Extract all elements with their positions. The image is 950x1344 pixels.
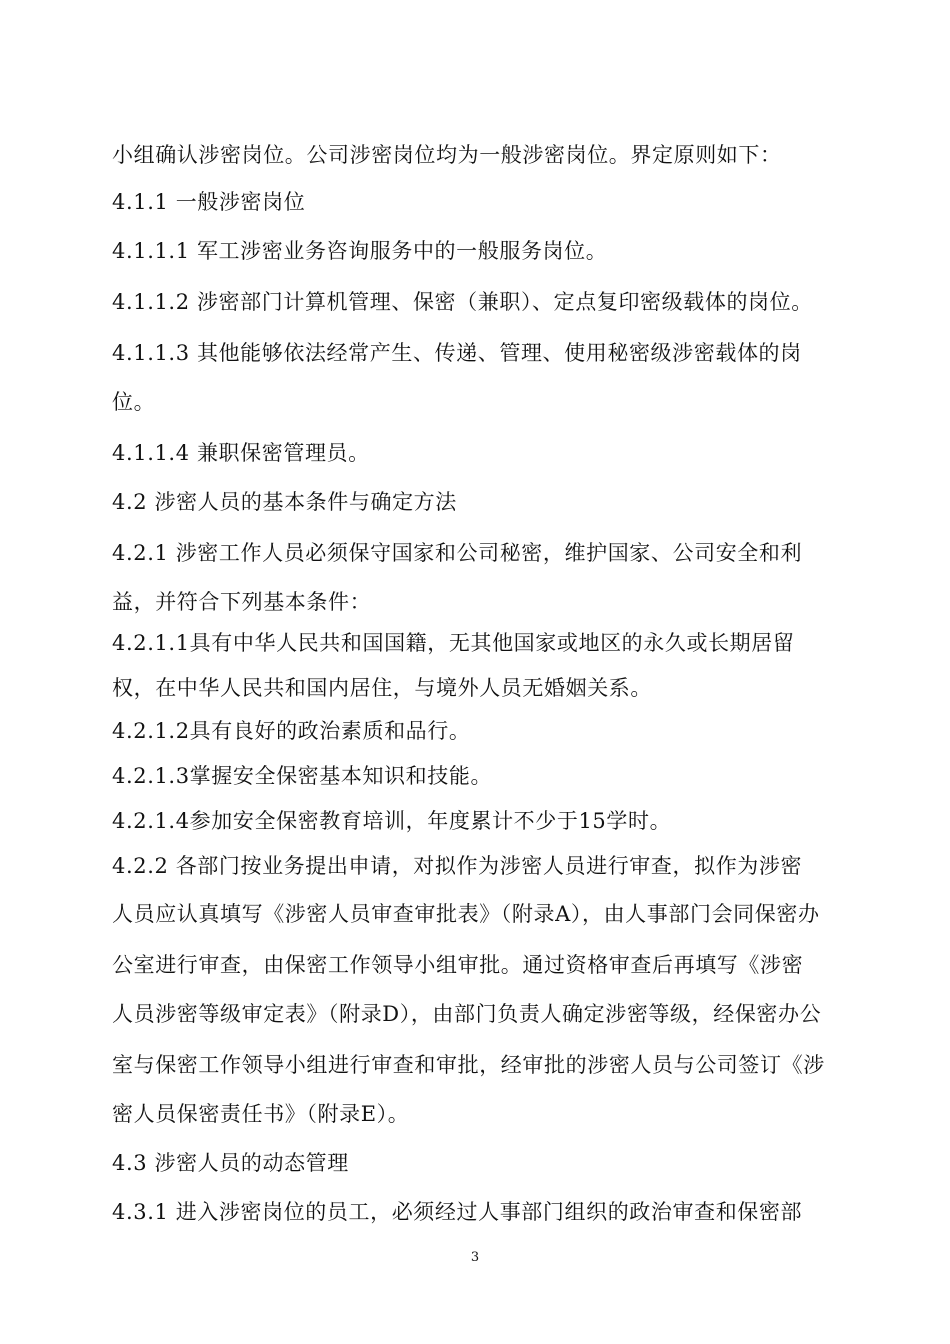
text-line: 4.2.1.2具有良好的政治素质和品行。: [112, 719, 471, 743]
text-line: 密人员保密责任书》（附录E）。: [112, 1102, 410, 1126]
section-heading: 4.3 涉密人员的动态管理: [112, 1151, 349, 1175]
section-heading: 4.1.1 一般涉密岗位: [112, 190, 306, 214]
text-line: 室与保密工作领导小组进行审查和审批，经审批的涉密人员与公司签订《涉: [112, 1053, 825, 1077]
text-line: 4.1.1.4 兼职保密管理员。: [112, 441, 370, 465]
text-line: 4.2.2 各部门按业务提出申请，对拟作为涉密人员进行审查，拟作为涉密: [112, 854, 803, 878]
text-line: 公室进行审查，由保密工作领导小组审批。通过资格审查后再填写《涉密: [112, 953, 804, 977]
text-line: 4.1.1.1 军工涉密业务咨询服务中的一般服务岗位。: [112, 239, 608, 263]
text-line: 4.1.1.2 涉密部门计算机管理、保密（兼职）、定点复印密级载体的岗位。: [112, 290, 813, 314]
text-line: 4.2.1.3掌握安全保密基本知识和技能。: [112, 764, 493, 788]
text-line: 人员应认真填写《涉密人员审查审批表》（附录A），由人事部门会同保密办: [112, 902, 820, 926]
page-number: 3: [470, 1250, 480, 1265]
text-line: 4.2.1.1具有中华人民共和国国籍，无其他国家或地区的永久或长期居留: [112, 631, 795, 655]
text-line: 4.1.1.3 其他能够依法经常产生、传递、管理、使用秘密级涉密载体的岗: [112, 341, 802, 365]
text-line: 权，在中华人民共和国内居住，与境外人员无婚姻关系。: [112, 676, 652, 700]
text-line: 4.3.1 进入涉密岗位的员工，必须经过人事部门组织的政治审查和保密部: [112, 1200, 803, 1224]
section-heading: 4.2 涉密人员的基本条件与确定方法: [112, 490, 457, 514]
text-line: 4.2.1 涉密工作人员必须保守国家和公司秘密，维护国家、公司安全和利: [112, 541, 803, 565]
text-line: 4.2.1.4参加安全保密教育培训，年度累计不少于15学时。: [112, 809, 672, 833]
text-line: 益，并符合下列基本条件：: [112, 590, 372, 614]
text-line: 小组确认涉密岗位。公司涉密岗位均为一般涉密岗位。界定原则如下：: [112, 143, 782, 167]
text-line: 人员涉密等级审定表》（附录D），由部门负责人确定涉密等级，经保密办公: [112, 1002, 822, 1026]
text-line: 位。: [112, 390, 156, 414]
